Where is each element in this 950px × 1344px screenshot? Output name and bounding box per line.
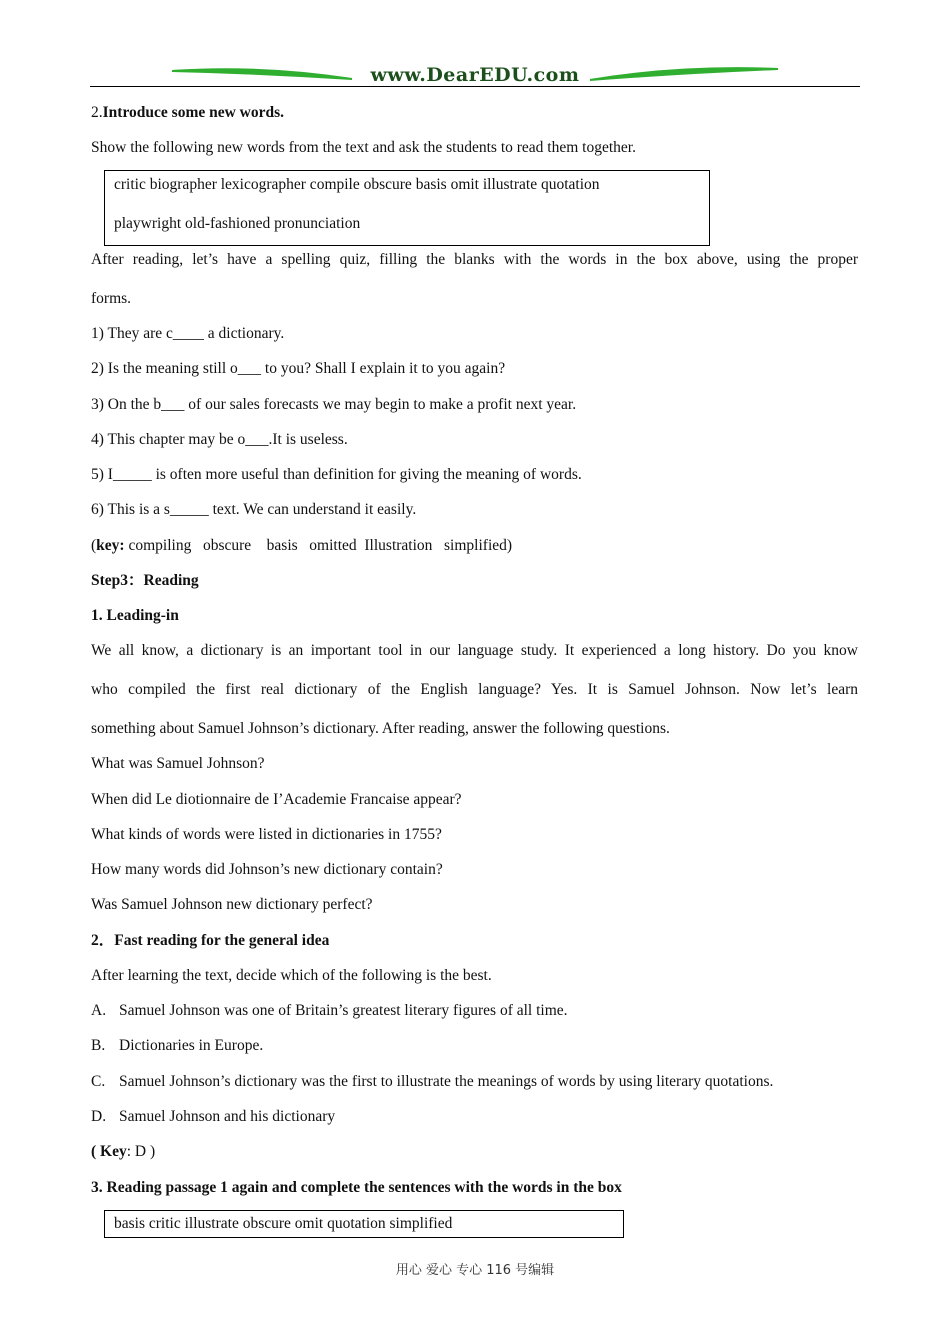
quiz-item: 4) This chapter may be o___.It is useless. (91, 431, 348, 448)
passage-words-row: basis critic illustrate obscure omit quotation simplified (114, 1215, 453, 1232)
choice-option: C. Samuel Johnson’s dictionary was the first to illustrate the meanings of words by using literary quotations. (91, 1073, 774, 1090)
quiz-intro-line-2: forms. (91, 290, 132, 307)
quiz-item: 1) They are c____ a dictionary. (91, 325, 285, 342)
word-box-row-1: critic biographer lexicographer compile obscure basis omit illustrate quotation (114, 176, 600, 193)
instruction-text: Show the following new words from the text and ask the students to read them together. (91, 139, 636, 156)
step3-heading: Step3：Reading (91, 572, 199, 589)
quiz-intro-line-1: After reading, let’s have a spelling quiz, filling the blanks with the words in the box above, using the proper (91, 251, 858, 268)
choice-option: A. Samuel Johnson was one of Britain’s greatest literary figures of all time. (91, 1002, 568, 1019)
choice-option: D. Samuel Johnson and his dictionary (91, 1108, 336, 1125)
fast-reading-heading: 2．Fast reading for the general idea (91, 932, 330, 949)
page-header (90, 62, 860, 90)
quiz-item: 2) Is the meaning still o___ to you? Shall I explain it to you again? (91, 360, 506, 377)
fast-reading-key: ( Key: D ) (91, 1143, 156, 1160)
quiz-key: (key: compiling obscure basis omitted Illustration simplified) (91, 537, 513, 554)
passage-heading: 3. Reading passage 1 again and complete the sentences with the words in the box (91, 1179, 622, 1196)
header-rule (90, 86, 860, 87)
leading-paragraph-line-2: who compiled the first real dictionary of the English language? Yes. It is Samuel Johnson. Now let’s learn (91, 681, 858, 698)
reading-question: What kinds of words were listed in dictionaries in 1755? (91, 826, 442, 843)
reading-question: How many words did Johnson’s new dictionary contain? (91, 861, 443, 878)
fast-reading-instruction: After learning the text, decide which of the following is the best. (91, 967, 492, 984)
site-logo-text: www.DearEDU.com (370, 64, 580, 86)
reading-question: What was Samuel Johnson? (91, 755, 265, 772)
page-footer: 用心 爱心 专心 116 号编辑 (395, 1263, 555, 1278)
new-words-box (104, 170, 710, 246)
quiz-item: 5) I_____ is often more useful than definition for giving the meaning of words. (91, 466, 582, 483)
quiz-item: 3) On the b___ of our sales forecasts we may begin to make a profit next year. (91, 396, 577, 413)
choice-option: B. Dictionaries in Europe. (91, 1037, 264, 1054)
reading-question: When did Le diotionnaire de I’Academie Francaise appear? (91, 791, 462, 808)
quiz-item: 6) This is a s_____ text. We can understand it easily. (91, 501, 417, 518)
word-box-row-2: playwright old-fashioned pronunciation (114, 215, 361, 232)
reading-question: Was Samuel Johnson new dictionary perfect? (91, 896, 373, 913)
leading-in-heading: 1. Leading-in (91, 607, 179, 624)
leading-paragraph-line-1: We all know, a dictionary is an important tool in our language study. It experienced a long history. Do you know (91, 642, 858, 659)
passage-words-box (104, 1210, 624, 1238)
section-heading: 2.Introduce some new words. (91, 104, 285, 121)
leading-paragraph-line-3: something about Samuel Johnson’s dictionary. After reading, answer the following questions. (91, 720, 670, 737)
